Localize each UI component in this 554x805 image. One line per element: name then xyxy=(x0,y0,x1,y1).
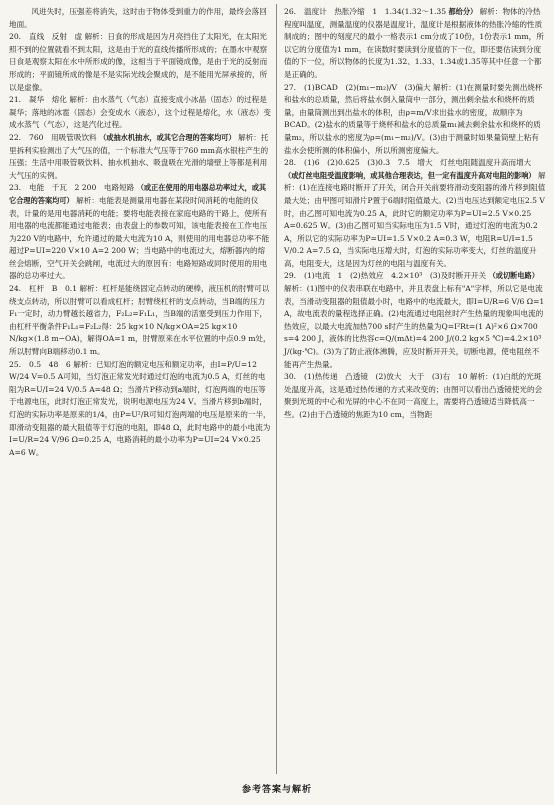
answer-num: 26. xyxy=(284,7,297,16)
answer-entry-25 xyxy=(9,359,271,460)
answer-num: 24. xyxy=(9,284,22,294)
answer-head: 杠杆 B 0.1 xyxy=(29,284,78,294)
answer-text: 解析：杠杆是能绕固定点转动的硬棒，液压机的肘臂可以绕支点转动，所以肘臂可以看成杠杆；肘臂绕杠杆的支点转动，当B端的压力F₁一定时，动力臂越长越省力，F₂L₂=F₁L₁，当B端的活塞受到压力作用下，由杠杆平衡条件F₁L₁=F₂L₂得：25 kg×10 N/kg×OA=25 kg×10 N/kg×(1.8 m−OA)，解得OA=1 m，肘臂原来在水平位置的中点0.9 m处，所以肘臂向B端移动0.1 m。 xyxy=(9,284,271,357)
column-divider xyxy=(276,4,277,774)
answer-entry-28 xyxy=(284,157,546,270)
answer-bold: （或切断电路） xyxy=(488,271,539,281)
answer-num: 20. xyxy=(9,32,22,42)
answer-entry-27 xyxy=(284,82,546,158)
answer-bold: （或抽水机抽水，或其它合理的答案均可） xyxy=(99,132,236,142)
answer-bold: （或灯丝电阻受温度影响，或其他合理表达，但一定有温度升高对电阻的影响） xyxy=(284,170,536,180)
answer-entry-23 xyxy=(9,182,271,283)
answer-num: 29. xyxy=(284,271,297,281)
answer-head: (1)6 (2)0.625 (3)0.3 7.5 增大 灯丝电阻随温度升高而增大 xyxy=(304,158,532,168)
answer-num: 30. xyxy=(284,372,297,382)
answer-text: 解析：物体的冷热程度叫温度，测量温度的仪器是温度计，温度计是根据液体的热胀冷缩的性质制成的；图中的刻度尺的最小一格表示1 cm分成了10份，1份表示1 mm，所以它的分度值为1 mm，在读数时要读到分度值的下一位，即还要估读到分度值的下一位，所以物体的长度为1.32、1.33、1.34或1.35等其中任意一个都是正确的。 xyxy=(284,7,544,79)
answer-head: (1)BCAD (2)(m₁−m₂)/V (3)偏大 xyxy=(304,82,431,92)
answer-entry-24 xyxy=(9,283,271,359)
answer-head: 温度计 热胀冷缩 1 1.34(1.32～1.35 xyxy=(304,7,447,16)
right-column xyxy=(284,6,546,422)
answer-text: 解析：(1)在测量时要先测出烧杯和盐水的总质量，然后将盐水倒入量筒中一部分，测出剩余盐水和烧杯的质量，由量筒测出到出盐水的体积，由ρ=m/V求出盐水的密度，故顺序为BCAD。(2)盐水的质量等于烧杯和盐水的总质量m₁减去剩余盐水和烧杯的质量m₂，所以盐水的密度为ρ=(m₁−m₂)/V。(3)由于测量时如果量筒壁上粘有盐水会使所测的体积偏小，所以所测密度偏大。 xyxy=(284,82,543,155)
answer-head: 凝华 熔化 xyxy=(29,95,67,105)
answer-text: 解析：(1)图中的仪表串联在电路中，并且表盘上标有"A"字样，所以它是电流表，当滑动变阻器的阻值最小时，电路中的电流最大，即I=U/R=6 V/6 Ω=1 A，故电流表的量程选择正确。(2)电流通过电阻丝时产生热量的现象叫电流的热效应，以最大电流加热700 s时产生的热量为Q=I²Rt=(1 A)²×6 Ω×700 s=4 200 J，液体的比热容c=Q/(mΔt)=4 200 J/(0.2 kg×5 ℃)=4.2×10³ J/(kg·℃)。(3)为了防止液体沸腾，应及时断开开关，切断电源，使电阻丝不能再产生热量。 xyxy=(284,284,545,369)
answer-entry-22 xyxy=(9,132,271,182)
left-column xyxy=(9,6,271,459)
answer-text: 风进失时，压强差将消失，这时由于物体受到重力的作用，最终会落回地面。 xyxy=(9,7,267,29)
answer-num: 22. xyxy=(9,132,22,142)
answer-entry-20 xyxy=(9,31,271,94)
answer-head: 760 用吸管吸饮料 xyxy=(29,132,97,142)
answer-num: 27. xyxy=(284,82,297,92)
answer-num: 25. xyxy=(9,359,22,369)
answer-entry-pre xyxy=(9,6,271,31)
answer-entry-29 xyxy=(284,270,546,371)
answer-head: 电能 千瓦 2 200 电路短路 xyxy=(29,183,135,193)
answer-text: 解析：(1)在连接电路时断开了开关，闭合开关前要将滑动变阻器的滑片移到阻值最大处；由甲图可知滑片P置于6端时阻值最大。(2)当电压达到额定电压2.5 V时，由乙图可知电流为0.25 A，此时它的额定功率为P=UI=2.5 V×0.25 A=0.625 W。(3)由乙图可知当实际电压为1.5 V时，通过灯泡的电流为0.2 A，所以它的实际功率为P=UI=1.5 V×0.2 A=0.3 W，电阻R=U/I=1.5 V/0.2 A=7.5 Ω，当实际电压增大时，灯泡的实际功率变大，灯丝的温度升高，电阻变大，这是因为灯丝的电阻与温度有关。 xyxy=(284,170,546,268)
answer-entry-26 xyxy=(284,6,546,82)
page-footer: 参考答案与解析 xyxy=(241,785,312,795)
answer-num: 28. xyxy=(284,158,297,168)
answer-entry-21 xyxy=(9,94,271,132)
answer-text: 解析：(1)白纸的光斑处温度升高，这是通过热传递的方式来改变的；由图可以看出凸透镜使光的会聚到光斑的中心和光屏的中心不在同一高度上，需要将凸透镜适当降低高一些。(2)由于凸透镜的焦距为10 cm，当物距 xyxy=(284,372,543,419)
answer-head: 0.5 48 6 xyxy=(29,359,71,369)
answer-head: (1)热传递 凸透镜 (2)放大 大于 (3)右 10 xyxy=(304,372,468,382)
answer-head: (1)电流 1 (2)热效应 4.2×10³ (3)及时断开开关 xyxy=(304,271,487,281)
answer-bold: 都给分） xyxy=(448,7,478,16)
answer-text: 解析：由水蒸气（气态）直接变成小冰晶（固态）的过程是凝华；落地的冰雹（固态）会变成水（液态），这个过程是熔化，水（液态）变成水蒸气（气态），这是汽化过程。 xyxy=(9,95,271,130)
answer-num: 21. xyxy=(9,95,22,105)
answer-text: 解析：已知灯泡的额定电压和额定功率，由I=P/U=12 W/24 V=0.5 A可知，当灯泡正常发光时通过灯泡的电流为0.5 A，灯丝的电阻为R=U/I=24 V/0.5 A=48 Ω；当滑片P移动到a端时，灯泡两端的电压等于电源电压，此时灯泡正常发光，说明电源电压为24 V。当滑片移到b端时，灯泡的实际功率是原来的1/4，由P=U²/R可知灯泡两端的电压是原来的一半，即滑动变阻器的最大阻值等于灯泡的电阻，即48 Ω，此时电路中的最小电流为I=U/R=24 V/96 Ω=0.25 A，电路消耗的最小功率为P=UI=24 V×0.25 A=6 W。 xyxy=(9,359,271,457)
answer-head: 直线 反射 虚 xyxy=(29,32,83,42)
answer-text: 解析：日食的形成是因为月亮挡住了太阳光，在太阳光照不到的位置就看不到太阳，这是由于光的直线传播所形成的；在墨水中观察日食是观察太阳在水中所形成的像，这相当于平面镜成像，是由于光的反射而形成的；平面镜所成的像是不是实际光线会聚成的，是不能用光屏承接的，所以是虚像。 xyxy=(9,32,268,92)
answer-entry-30 xyxy=(284,371,546,421)
answer-num: 23. xyxy=(9,183,22,193)
answer-text: 解析：托里拆利实验测出了大气压的值，一个标准大气压等于760 mm高水银柱产生的压强；生活中用吸管吸饮料、抽水机抽水、吸盘吸在光滑的墙壁上等都是利用大气压的实例。 xyxy=(9,132,269,180)
answer-bold: （或正在使用的用电器总功率过大，或其它合理的答案均可） xyxy=(9,183,267,205)
answer-text: 解析：电能表是测量用电器在某段时间消耗的电能的仪表，计量的是用电器消耗的电能；要将电能表接在家庭电路的干路上，使所有用电器的电流都能通过电能表；由表盘上的参数可知，该电能表接在工作电压为220 V的电路中，允许通过的最大电流为10 A，则使用的用电器总功率不能超过P=UI=220 V×10 A=2 200 W；当电路中的电流过大，熔断器内的熔丝会熔断，空气开关会跳闸，电流过大的原因有：电路短路或同时使用的用电器的总功率过大。 xyxy=(9,195,270,281)
